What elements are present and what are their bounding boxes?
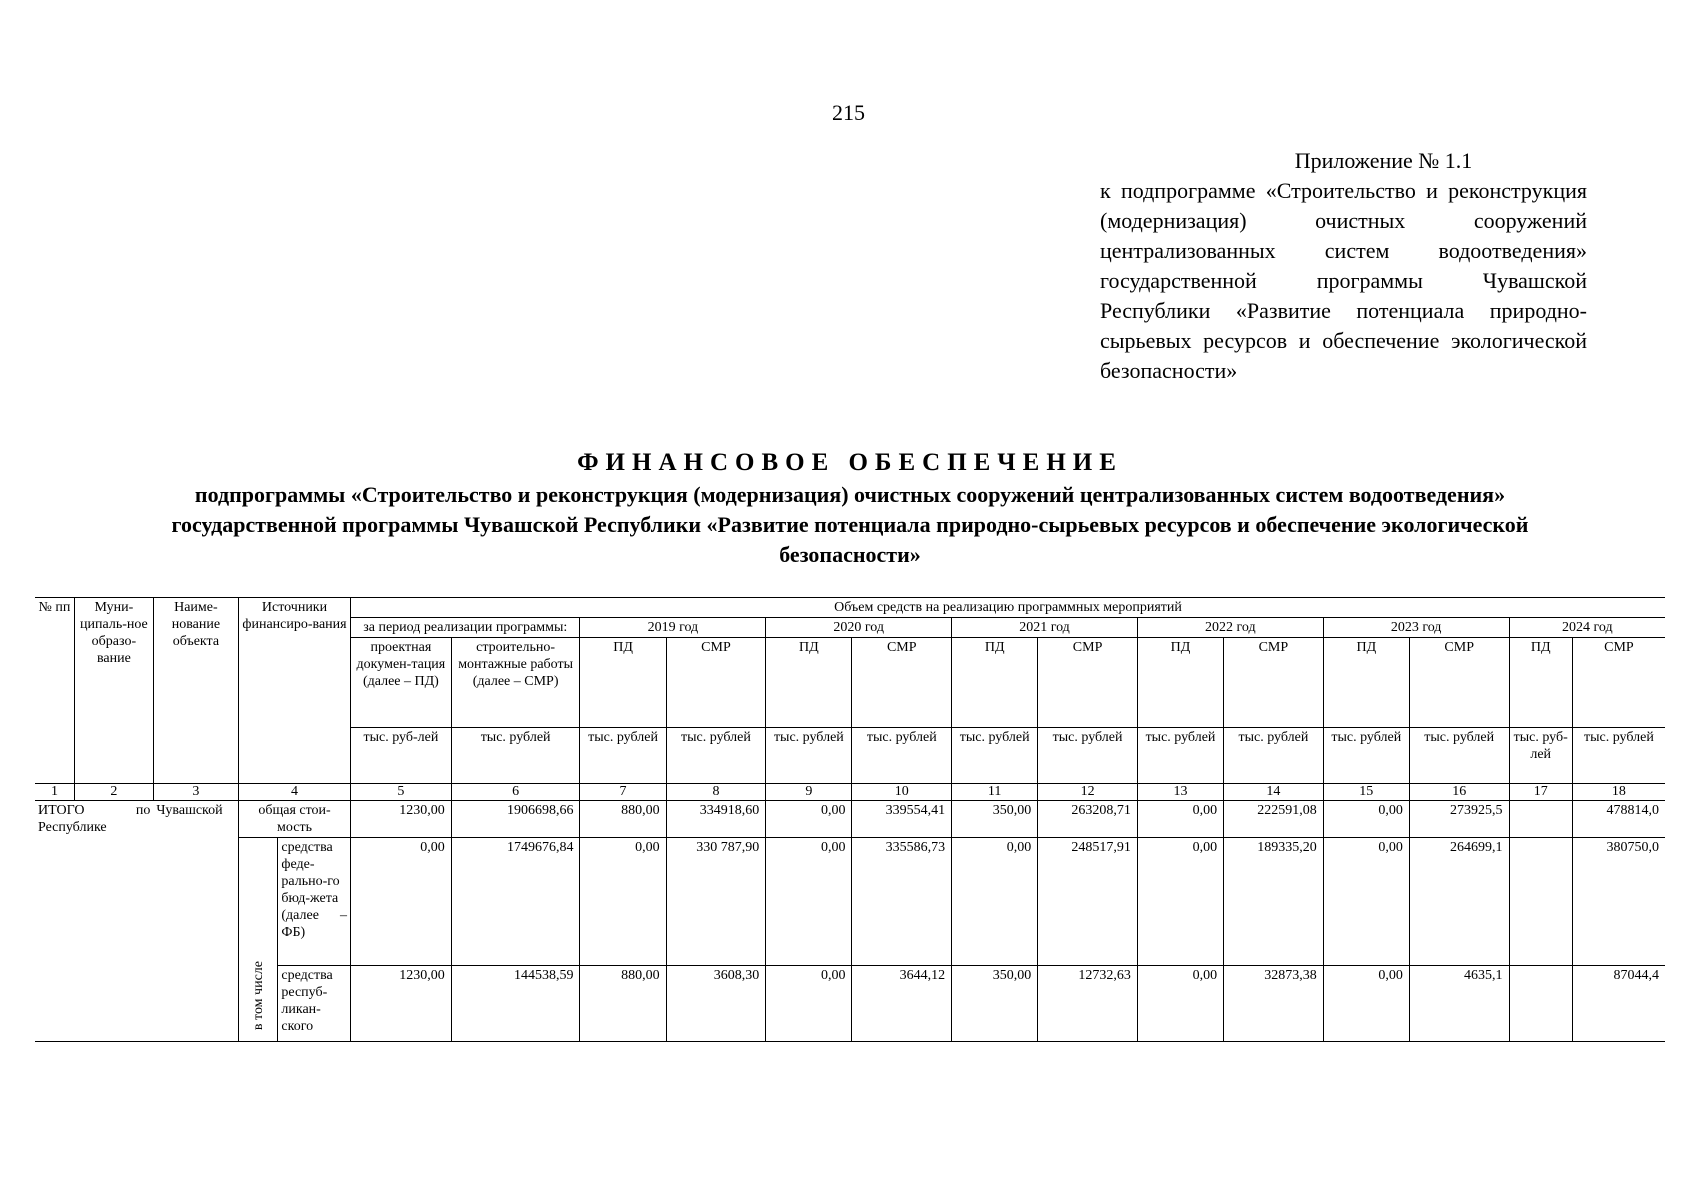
federal-value: 0,00 <box>952 838 1038 966</box>
unit-cell: тыс. рублей <box>451 728 580 784</box>
unit-cell: тыс. рублей <box>1224 728 1324 784</box>
header-pd: ПД <box>580 638 666 728</box>
appendix-title: Приложение № 1.1 <box>1294 148 1473 173</box>
itogo-value: 1230,00 <box>351 801 452 838</box>
unit-cell: тыс. рублей <box>852 728 952 784</box>
federal-value: 0,00 <box>1323 838 1409 966</box>
column-index: 7 <box>580 784 666 801</box>
header-year-2021: 2021 год <box>952 618 1138 638</box>
itogo-value: 339554,41 <box>852 801 952 838</box>
federal-value: 1749676,84 <box>451 838 580 966</box>
federal-value: 0,00 <box>580 838 666 966</box>
federal-value: 189335,20 <box>1224 838 1324 966</box>
itogo-value: 478814,0 <box>1572 801 1665 838</box>
republic-source: средства респуб-ликан-ского <box>278 966 351 1042</box>
column-index: 15 <box>1323 784 1409 801</box>
federal-value: 248517,91 <box>1038 838 1138 966</box>
republic-value: 32873,38 <box>1224 966 1324 1042</box>
unit-cell: тыс. рублей <box>1137 728 1223 784</box>
document-heading <box>150 446 1550 570</box>
unit-cell: тыс. рублей <box>666 728 766 784</box>
header-smr-full: строительно-монтажные работы (далее – СМР) <box>451 638 580 728</box>
header-volume: Объем средств на реализацию программных мероприятий <box>351 598 1665 618</box>
itogo-value <box>1509 801 1572 838</box>
itogo-label-republic: Республике <box>38 820 107 835</box>
header-smr: СМР <box>1224 638 1324 728</box>
header-year-2019: 2019 год <box>580 618 766 638</box>
header-year-2023: 2023 год <box>1323 618 1509 638</box>
federal-value: 264699,1 <box>1409 838 1509 966</box>
itogo-label: ИТОГО <box>38 803 85 818</box>
header-pd: ПД <box>766 638 852 728</box>
federal-value: 330 787,90 <box>666 838 766 966</box>
header-pd: ПД <box>1137 638 1223 728</box>
unit-cell: тыс. рублей <box>1409 728 1509 784</box>
financing-table <box>35 597 1665 1042</box>
unit-cell: тыс. рублей <box>1323 728 1409 784</box>
federal-value: 335586,73 <box>852 838 952 966</box>
republic-value: 3644,12 <box>852 966 952 1042</box>
header-row-1 <box>35 598 1665 618</box>
column-index: 3 <box>153 784 238 801</box>
column-index: 16 <box>1409 784 1509 801</box>
header-year-2024: 2024 год <box>1509 618 1665 638</box>
itogo-value: 0,00 <box>766 801 852 838</box>
itogo-value: 1906698,66 <box>451 801 580 838</box>
header-num: № пп <box>35 598 74 784</box>
federal-source: средства феде-рально-го бюд-жета (далее – ФБ) <box>278 838 351 966</box>
federal-value: 0,00 <box>766 838 852 966</box>
header-smr: СМР <box>1038 638 1138 728</box>
page-number: 215 <box>832 100 865 125</box>
unit-cell: тыс. рублей <box>1038 728 1138 784</box>
column-index: 11 <box>952 784 1038 801</box>
table-row-itogo <box>35 801 1665 838</box>
header-smr: СМР <box>1409 638 1509 728</box>
in-that-number-label: в том числе <box>250 960 266 1030</box>
column-index: 13 <box>1137 784 1223 801</box>
republic-value: 0,00 <box>766 966 852 1042</box>
unit-cell: тыс. руб-лей <box>351 728 452 784</box>
header-sources: Источники финансиро-вания <box>238 598 350 784</box>
federal-value <box>1509 838 1572 966</box>
header-smr: СМР <box>666 638 766 728</box>
header-smr: СМР <box>1572 638 1665 728</box>
republic-value: 4635,1 <box>1409 966 1509 1042</box>
column-index: 8 <box>666 784 766 801</box>
itogo-source: общая стои-мость <box>238 801 350 838</box>
republic-value: 0,00 <box>1137 966 1223 1042</box>
header-year-2020: 2020 год <box>766 618 952 638</box>
header-municipality: Муни-ципаль-ное образо-вание <box>74 598 153 784</box>
republic-value: 12732,63 <box>1038 966 1138 1042</box>
itogo-value: 222591,08 <box>1224 801 1324 838</box>
column-index: 18 <box>1572 784 1665 801</box>
table-row-republic <box>35 966 1665 1042</box>
republic-value: 144538,59 <box>451 966 580 1042</box>
republic-value: 350,00 <box>952 966 1038 1042</box>
federal-value: 0,00 <box>351 838 452 966</box>
itogo-value: 273925,5 <box>1409 801 1509 838</box>
itogo-municipality: Чувашской <box>153 801 238 1042</box>
column-index: 10 <box>852 784 952 801</box>
itogo-label-line <box>38 802 150 819</box>
itogo-value: 263208,71 <box>1038 801 1138 838</box>
header-pd: ПД <box>952 638 1038 728</box>
column-index: 12 <box>1038 784 1138 801</box>
republic-value: 0,00 <box>1323 966 1409 1042</box>
itogo-value: 350,00 <box>952 801 1038 838</box>
itogo-value: 0,00 <box>1323 801 1409 838</box>
republic-value: 3608,30 <box>666 966 766 1042</box>
republic-value: 1230,00 <box>351 966 452 1042</box>
column-index: 1 <box>35 784 74 801</box>
unit-cell: тыс. руб-лей <box>1509 728 1572 784</box>
unit-cell: тыс. рублей <box>580 728 666 784</box>
header-pd-full: проектная докумен-тация (далее – ПД) <box>351 638 452 728</box>
federal-value: 0,00 <box>1137 838 1223 966</box>
republic-value: 880,00 <box>580 966 666 1042</box>
header-object: Наиме-нование объекта <box>153 598 238 784</box>
unit-cell: тыс. рублей <box>952 728 1038 784</box>
itogo-label-po: по <box>135 803 151 818</box>
header-pd: ПД <box>1509 638 1572 728</box>
column-index: 9 <box>766 784 852 801</box>
column-index-row <box>35 784 1665 801</box>
republic-value <box>1509 966 1572 1042</box>
unit-cell: тыс. рублей <box>766 728 852 784</box>
in-that-number-cell <box>238 838 277 1042</box>
column-index: 2 <box>74 784 153 801</box>
unit-cell: тыс. рублей <box>1572 728 1665 784</box>
header-smr: СМР <box>852 638 952 728</box>
itogo-value: 334918,60 <box>666 801 766 838</box>
column-index: 17 <box>1509 784 1572 801</box>
appendix-body: к подпрограмме «Строительство и реконструкция (модернизация) очистных сооружений централизованных систем водоотведения» государственной программы Чувашской Республики «Развитие потенциала природно-сырьевых ресурсов и обеспечение экологической безопасности» <box>1100 178 1587 383</box>
republic-value: 87044,4 <box>1572 966 1665 1042</box>
column-index: 4 <box>238 784 350 801</box>
header-pd: ПД <box>1323 638 1409 728</box>
column-index: 14 <box>1224 784 1324 801</box>
itogo-value: 0,00 <box>1137 801 1223 838</box>
header-period: за период реализации программы: <box>351 618 580 638</box>
column-index: 5 <box>351 784 452 801</box>
table-row-federal <box>35 838 1665 966</box>
header-year-2022: 2022 год <box>1137 618 1323 638</box>
column-index: 6 <box>451 784 580 801</box>
heading-sub: подпрограммы «Строительство и реконструкция (модернизация) очистных сооружений централизованных систем водоотведения» государственной программы Чувашской Республики «Развитие потенциала природно-сырьевых ресурсов и обеспечение экологической безопасности» <box>171 482 1529 567</box>
itogo-label-cell <box>35 801 153 1042</box>
itogo-value: 880,00 <box>580 801 666 838</box>
heading-main: ФИНАНСОВОЕ ОБЕСПЕЧЕНИЕ <box>577 449 1123 476</box>
federal-value: 380750,0 <box>1572 838 1665 966</box>
appendix-block <box>1100 146 1587 386</box>
